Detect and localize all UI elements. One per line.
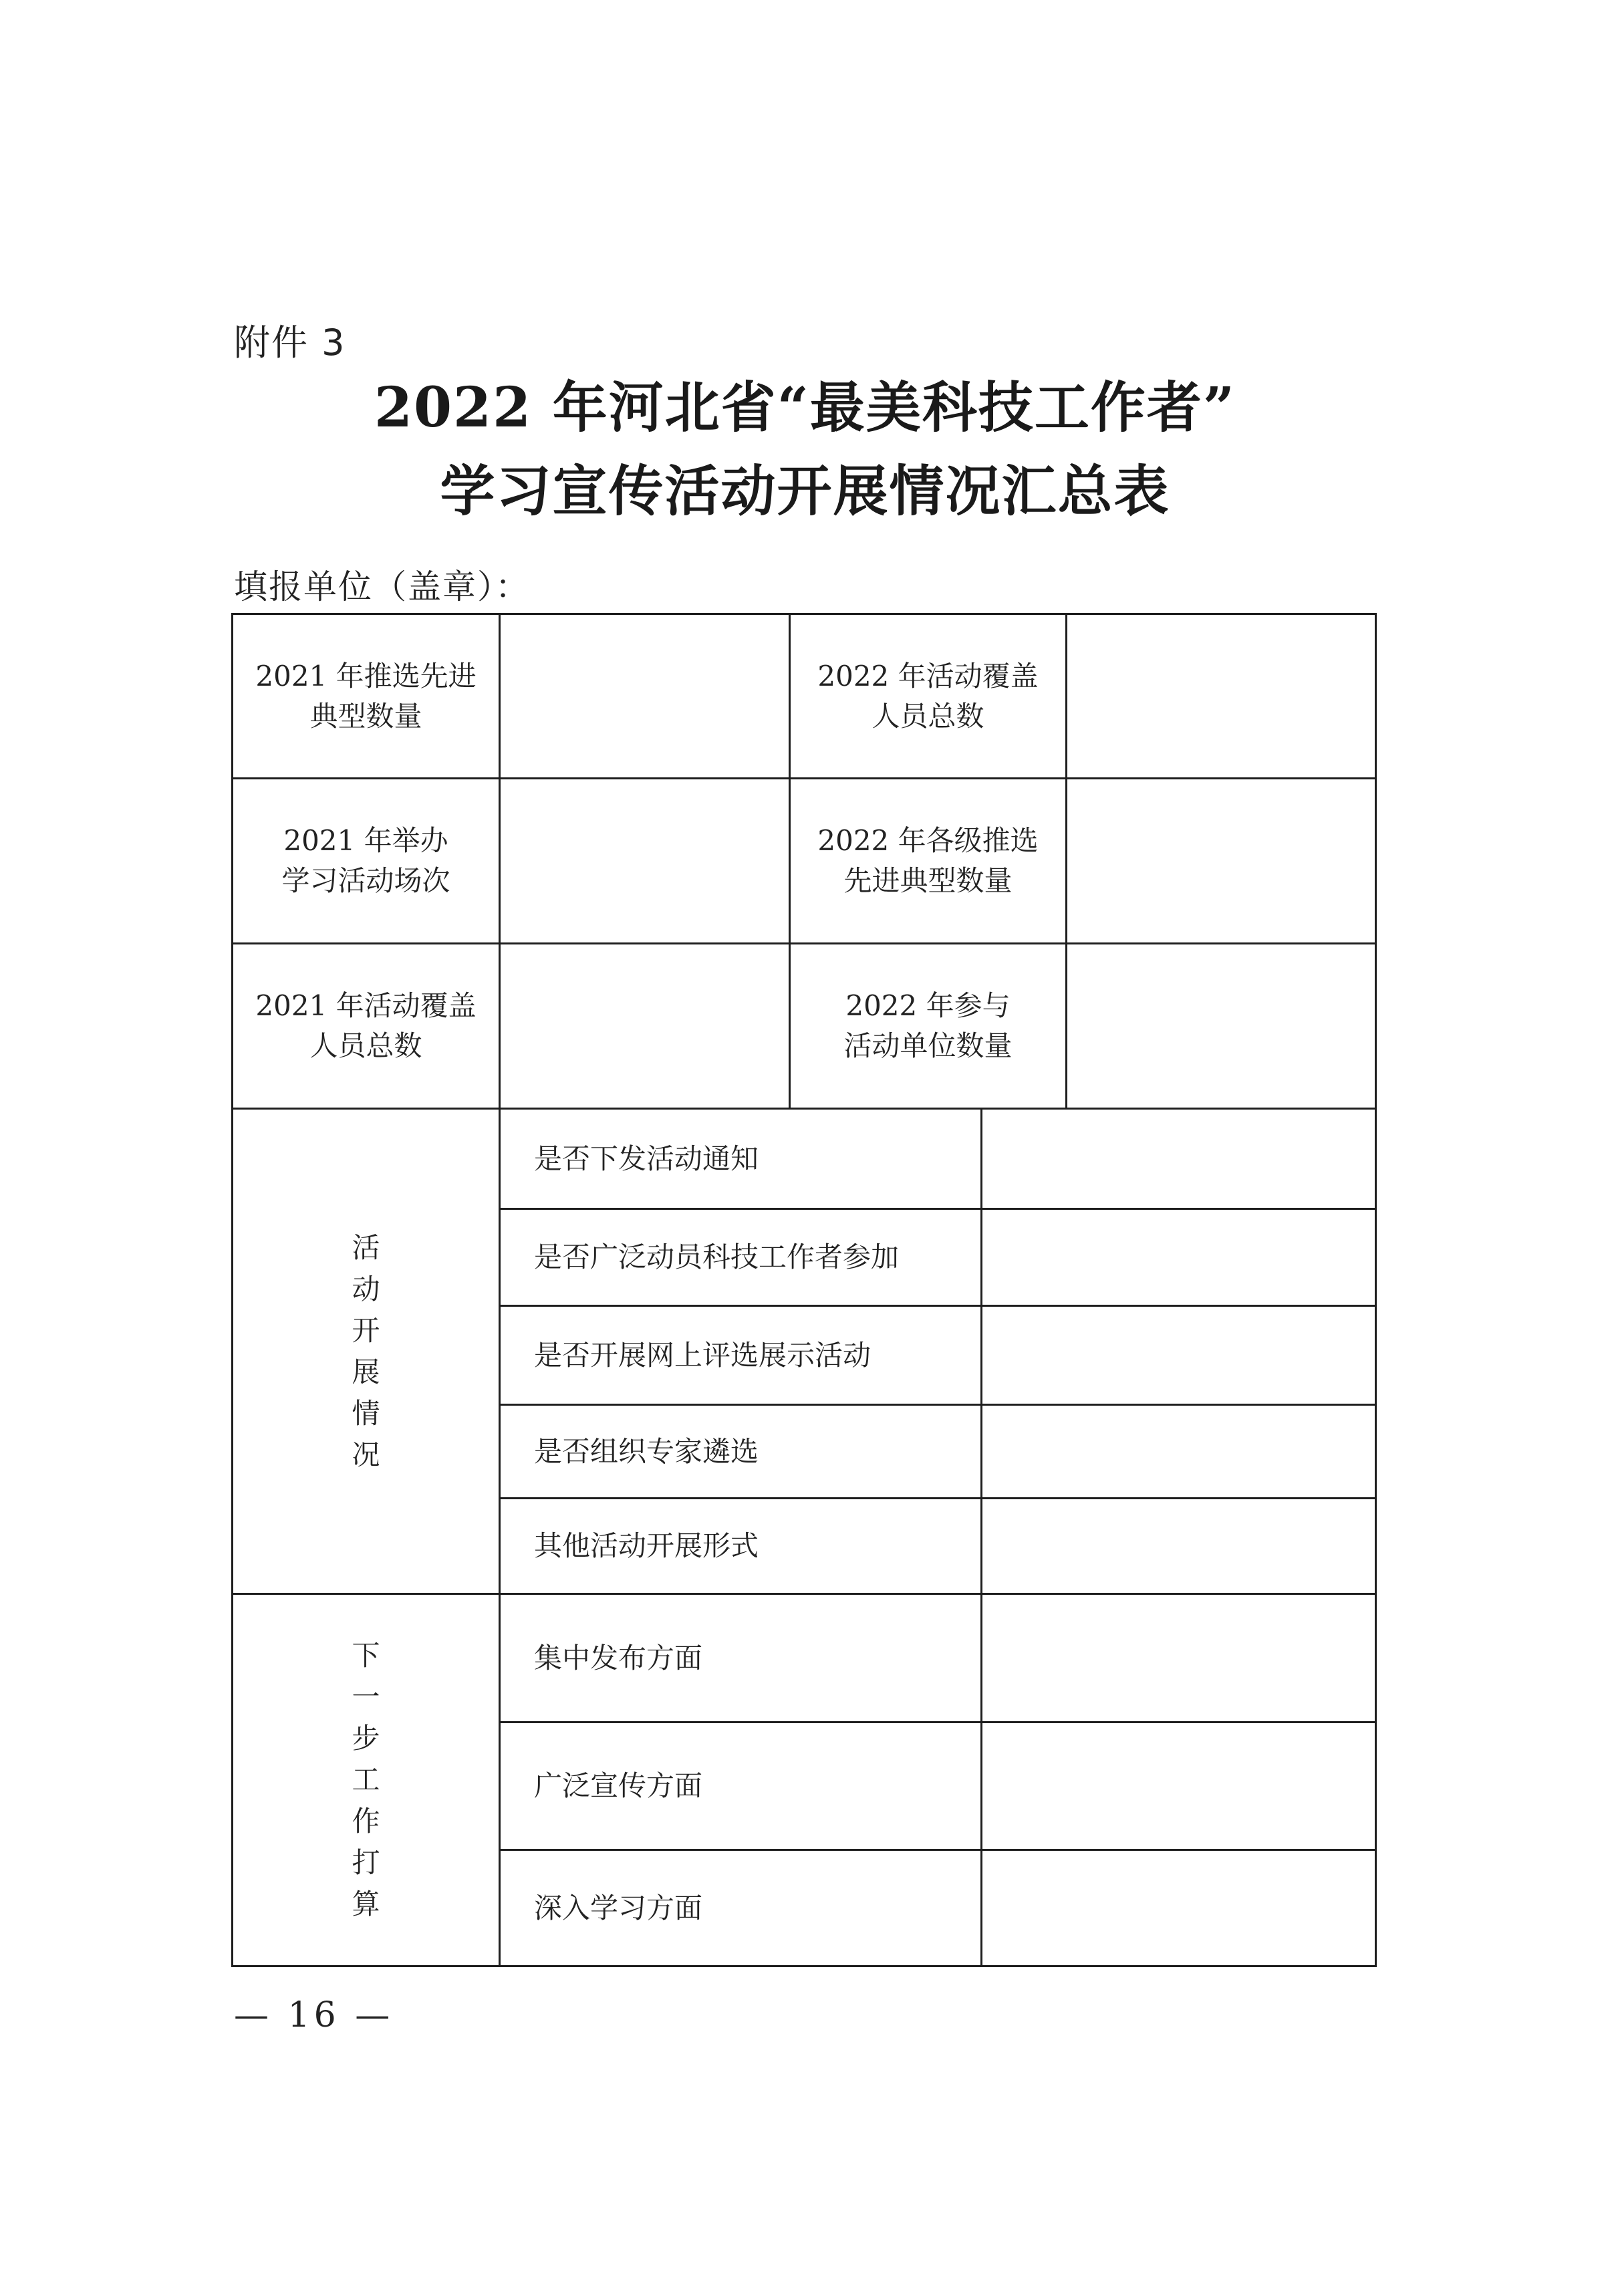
table-border <box>231 1965 1377 1967</box>
summary-value-2021-sessions[interactable] <box>501 779 789 942</box>
page-number: — 16 — <box>234 1995 394 2035</box>
header-char: 开 <box>352 1313 380 1347</box>
summary-value-2021-typical-count[interactable] <box>501 615 789 777</box>
summary-value-2022-coverage[interactable] <box>1067 615 1375 777</box>
plan-value-study[interactable] <box>982 1851 1375 1965</box>
plan-section-header <box>233 1595 499 1965</box>
header-char: 展 <box>352 1355 380 1388</box>
activity-item-online: 是否开展网上评选展示活动 <box>534 1338 871 1372</box>
activity-item-experts: 是否组织专家遴选 <box>534 1434 759 1468</box>
header-char: 打 <box>352 1846 380 1879</box>
header-char: 情 <box>352 1396 380 1430</box>
summary-label-2021-coverage: 2021 年活动覆盖 人员总数 <box>255 989 477 1062</box>
plan-value-publicity[interactable] <box>982 1723 1375 1849</box>
activity-item-other: 其他活动开展形式 <box>534 1529 759 1562</box>
header-char: 工 <box>352 1763 380 1796</box>
fill-unit-label: 填报单位（盖章）： <box>234 567 530 606</box>
activity-section-header <box>233 1110 499 1593</box>
plan-item-study: 深入学习方面 <box>534 1891 703 1924</box>
header-char: 算 <box>352 1888 380 1920</box>
attachment-label: 附件 3 <box>234 322 346 364</box>
summary-value-2022-typical-count[interactable] <box>1067 779 1375 942</box>
page-title-line-1: 2022 年河北省“最美科技工作者” <box>374 376 1236 440</box>
plan-value-release[interactable] <box>982 1595 1375 1721</box>
plan-item-release: 集中发布方面 <box>534 1641 703 1674</box>
header-char: 下 <box>352 1639 380 1672</box>
summary-label-2021-typical-count: 2021 年推选先进 典型数量 <box>255 659 477 733</box>
summary-value-2022-units[interactable] <box>1067 944 1375 1108</box>
summary-value-2021-coverage[interactable] <box>501 944 789 1108</box>
activity-item-notice: 是否下发活动通知 <box>534 1142 759 1175</box>
header-char: 作 <box>352 1805 380 1837</box>
summary-label-2022-typical-count: 2022 年各级推选 先进典型数量 <box>817 824 1039 897</box>
summary-label-2021-sessions: 2021 年举办 学习活动场次 <box>281 824 450 897</box>
header-char: 一 <box>352 1680 380 1713</box>
header-char: 动 <box>352 1272 380 1305</box>
plan-item-publicity: 广泛宣传方面 <box>534 1769 703 1802</box>
activity-value-notice[interactable] <box>982 1110 1375 1208</box>
activity-value-online[interactable] <box>982 1307 1375 1404</box>
activity-value-experts[interactable] <box>982 1406 1375 1497</box>
header-char: 况 <box>352 1438 380 1471</box>
table-border <box>1375 613 1377 1967</box>
page-title-line-2: 学习宣传活动开展情况汇总表 <box>440 459 1170 523</box>
activity-item-mobilize: 是否广泛动员科技工作者参加 <box>534 1241 900 1273</box>
activity-value-mobilize[interactable] <box>982 1210 1375 1305</box>
summary-label-2022-units: 2022 年参与 活动单位数量 <box>843 989 1013 1062</box>
header-char: 活 <box>352 1231 380 1264</box>
summary-label-2022-coverage: 2022 年活动覆盖 人员总数 <box>817 659 1039 733</box>
header-char: 步 <box>352 1722 380 1755</box>
activity-value-other[interactable] <box>982 1499 1375 1593</box>
